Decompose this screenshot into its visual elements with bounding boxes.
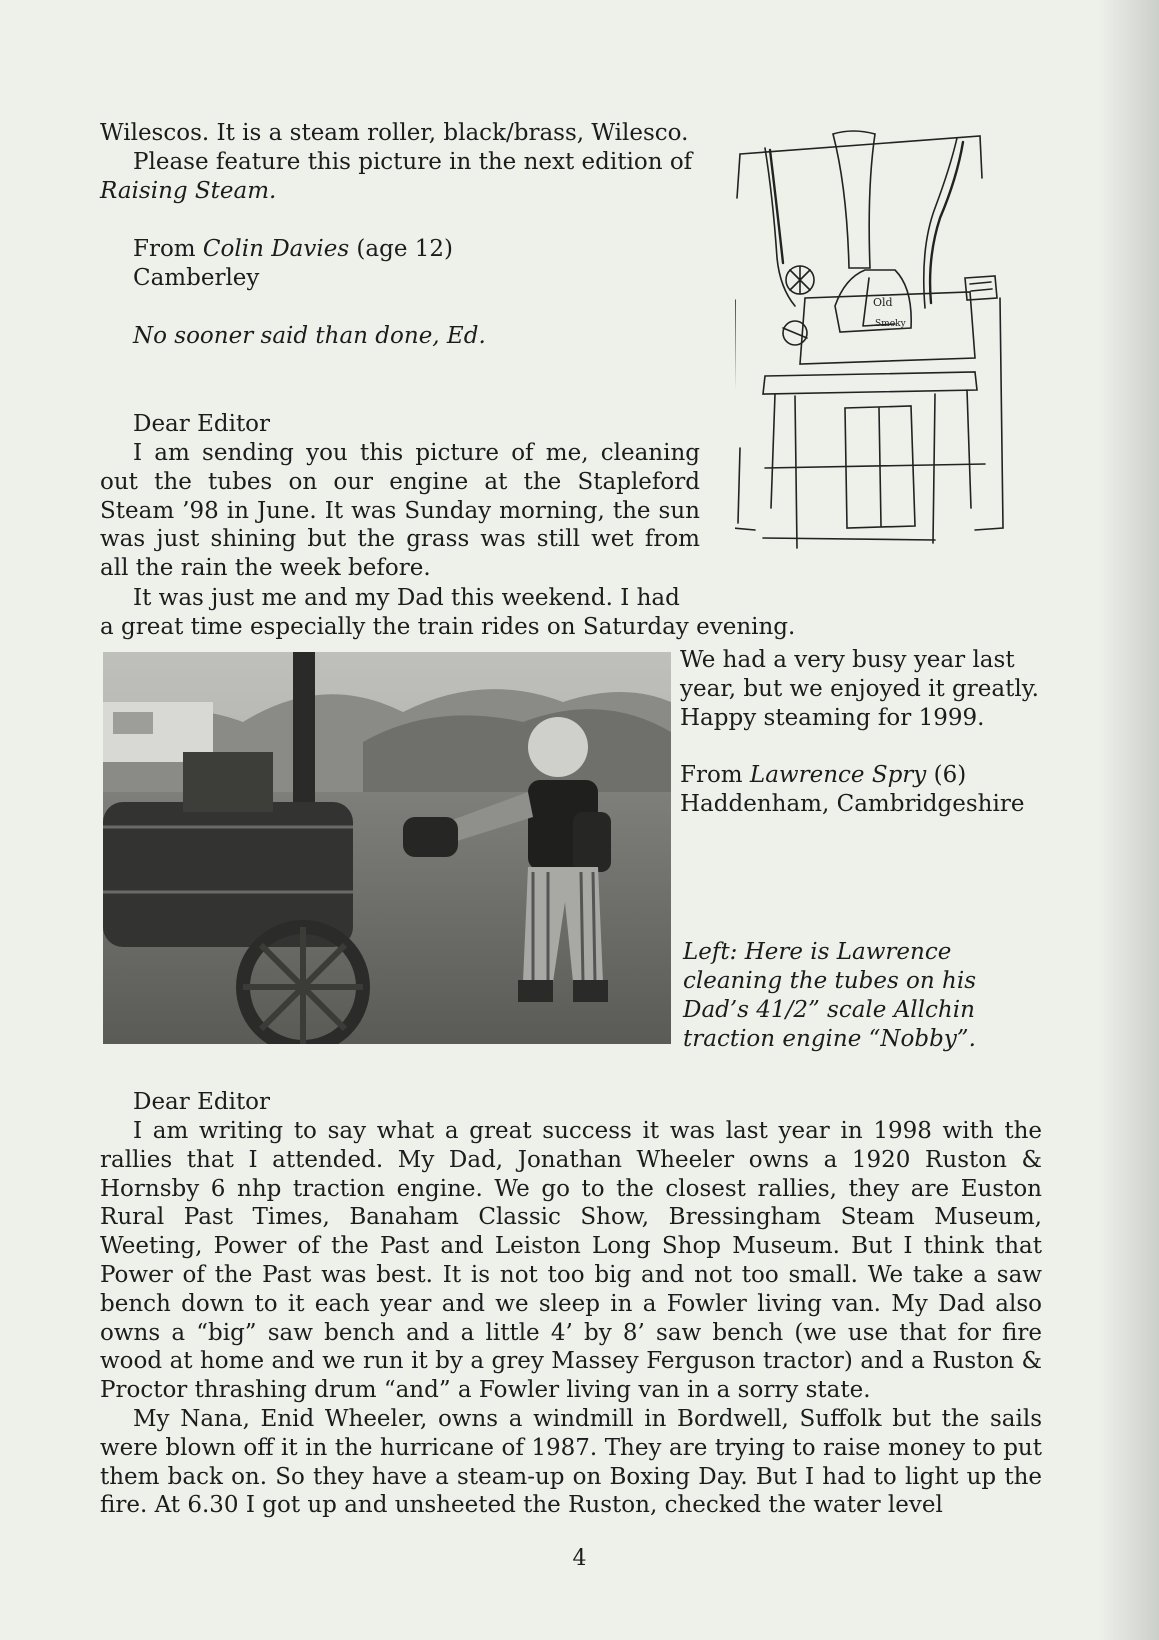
letter1-publication: Raising Steam.: [100, 178, 277, 204]
letter3-salutation: Dear Editor: [133, 1089, 271, 1115]
page-edge-shadow: [1099, 0, 1159, 1640]
page-number: 4: [572, 1546, 587, 1571]
sketch-label-2: Smoky: [875, 319, 906, 329]
letter2-body2-line1: It was just me and my Dad this weekend. I had: [133, 585, 680, 611]
letter3-para1: I am writing to say what a great success it was last year in 1998 with the rallies that I attended. My Dad, Jonathan Wheeler owns a 1920 Ruston & Hornsby 6 nhp traction engine. We go to the closest rallies, they are Euston Rural Past Times, Banaham Classic Show, Bressingham Steam Museum, Weeting, Power of the Past and Leiston Long Shop Museum. But I think that Power of the Past was best. It is not too big and not too small. We take a saw bench down to it each year and we sleep in a Fowler living van. My Dad also owns a “big” saw bench and a little 4’ by 8’ saw bench (we use that for fire wood at home and we run it by a grey Massey Ferguson tractor) and a Ruston & Proctor thrashing drum “and” a Fowler living van in a sorry state.: [100, 1118, 1042, 1404]
letter2-town: Haddenham, Cambridgeshire: [680, 791, 1025, 817]
engine-drawing: [735, 128, 1025, 568]
letter2-salutation: Dear Editor: [133, 411, 271, 437]
letter2-body2-line2: a great time especially the train rides on Saturday evening.: [100, 614, 796, 640]
photo-boy-cleaning-engine: [103, 652, 671, 1044]
letter2-body: I am sending you this picture of me, cleaning out the tubes on our engine at the Stapleford Steam ’98 in June. It was Sunday morning, the sun was just shining but the grass was still wet from all the rain the week before.: [100, 440, 700, 582]
letter3-para2: My Nana, Enid Wheeler, owns a windmill in Bordwell, Suffolk but the sails were blown off it in the hurricane of 1987. They are trying to raise money to put them back on. So they have a steam-up on Boxing Day. But I had to light up the fire. At 6.30 I got up and unsheeted the Ruston, checked the water level: [100, 1406, 1042, 1519]
sketch-label-1: Old: [873, 296, 893, 309]
letter1-line1: Wilescos. It is a steam roller, black/brass, Wilesco.: [100, 120, 689, 146]
letter1-line2: Please feature this picture in the next edition of: [133, 149, 693, 175]
letter1-signature: From Colin Davies (age 12): [133, 236, 454, 262]
editor-note: No sooner said than done, Ed.: [133, 323, 486, 349]
letter2-signature: From Lawrence Spry (6): [680, 762, 967, 788]
letter2-body3: We had a very busy year last year, but we enjoyed it greatly. Happy steaming for 1999.: [680, 647, 1039, 731]
letter1-town: Camberley: [133, 265, 260, 291]
photo-caption: Left: Here is Lawrence cleaning the tubes on his Dad’s 41/2” scale Allchin traction engine “Nobby”.: [683, 939, 977, 1052]
